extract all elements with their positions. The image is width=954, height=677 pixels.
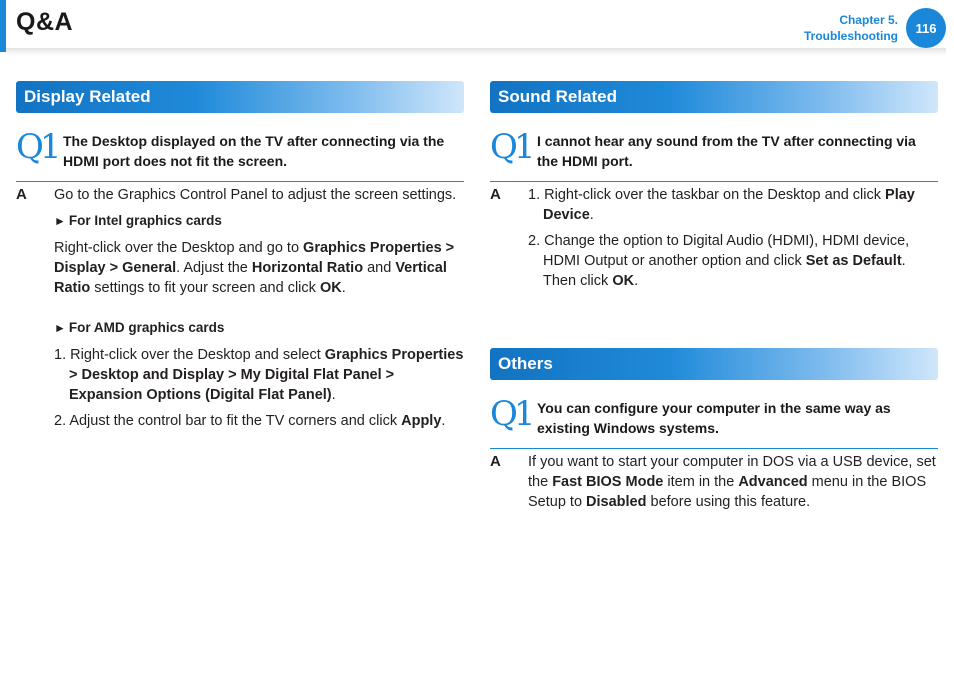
header-accent-bar xyxy=(0,0,6,52)
text-run: menu in the BIOS Setup to xyxy=(528,474,927,510)
text-run: and xyxy=(363,260,396,276)
amd-subheading xyxy=(54,318,464,338)
text-run: 2. Adjust the control bar to fit the TV corners and click xyxy=(54,413,402,429)
text-run: 1. Right-click over the Desktop and select xyxy=(54,347,325,363)
button-name: OK xyxy=(612,273,635,289)
text-run: . Then click xyxy=(543,253,906,289)
text-run: 2. Change the option to Digital Audio (HDMI), HDMI device, HDMI Output or another option and click xyxy=(528,233,910,269)
q1-icon: Q1 xyxy=(490,394,532,434)
section-header-others: Others xyxy=(490,348,938,380)
question-block xyxy=(16,127,464,182)
answer-intro: Go to the Graphics Control Panel to adjust the screen settings. xyxy=(54,187,457,203)
question-text: I cannot hear any sound from the TV after connecting via the HDMI port. xyxy=(537,133,916,169)
section-header-display: Display Related xyxy=(16,81,464,113)
q1-icon: Q1 xyxy=(490,127,532,167)
menu-item-name: Play Device xyxy=(543,187,915,223)
answer-block xyxy=(490,185,938,291)
text-run: . xyxy=(634,273,639,289)
text-run: Right-click over the Desktop and go to xyxy=(54,240,304,256)
intel-instructions xyxy=(54,238,464,298)
section-header-sound: Sound Related xyxy=(490,81,938,113)
text-run: . xyxy=(341,280,346,296)
chapter-title: Troubleshooting xyxy=(804,29,898,43)
text-run: If you want to start your computer in DOS via a USB device, set the xyxy=(528,454,936,490)
header-divider xyxy=(6,48,946,56)
q1-icon: Q1 xyxy=(16,127,58,167)
sound-step-1 xyxy=(528,185,938,225)
text-run: . xyxy=(441,413,446,429)
others-answer xyxy=(528,452,938,512)
amd-step-2 xyxy=(54,411,464,431)
answer-block xyxy=(490,452,938,512)
menu-path: Graphics Properties > Display > General xyxy=(54,240,455,276)
setting-name: Vertical Ratio xyxy=(54,260,447,296)
text-run: before using this feature. xyxy=(646,494,811,510)
question-block xyxy=(490,394,938,449)
display-related-column xyxy=(16,81,464,431)
answer-label: A xyxy=(490,453,501,470)
chapter-number: Chapter 5. xyxy=(839,13,898,27)
triangle-bullet-icon: ► xyxy=(54,214,66,228)
question-text: The Desktop displayed on the TV after connecting via the HDMI port does not fit the screen. xyxy=(63,133,445,169)
answer-block xyxy=(16,185,464,431)
amd-step-1 xyxy=(54,345,464,405)
answer-label: A xyxy=(16,186,27,203)
button-name: OK xyxy=(319,280,342,296)
text-run: settings to fit your screen and click xyxy=(90,280,320,296)
text-run: item in the xyxy=(663,474,739,490)
text-run: . xyxy=(331,387,336,403)
question-block xyxy=(490,127,938,182)
text-run: . xyxy=(589,207,594,223)
triangle-bullet-icon: ► xyxy=(54,321,66,335)
page-title: Q&A xyxy=(16,8,74,36)
sound-step-2 xyxy=(528,231,938,291)
chapter-label xyxy=(804,12,898,44)
question-text: You can configure your computer in the same way as existing Windows systems. xyxy=(537,400,891,436)
right-column xyxy=(490,81,938,512)
amd-subheading-label: For AMD graphics cards xyxy=(68,320,225,335)
answer-label: A xyxy=(490,186,501,203)
button-name: Set as Default xyxy=(805,253,902,269)
intel-subheading xyxy=(54,211,464,231)
menu-path: Graphics Properties > Desktop and Display > My Digital Flat Panel > Expansion Options (Digital Flat Panel) xyxy=(69,347,464,403)
setting-name: Horizontal Ratio xyxy=(251,260,364,276)
page-number-badge: 116 xyxy=(906,8,946,48)
setting-name: Fast BIOS Mode xyxy=(552,474,664,490)
text-run: 1. Right-click over the taskbar on the Desktop and click xyxy=(528,187,886,203)
button-name: Apply xyxy=(401,413,442,429)
menu-name: Advanced xyxy=(738,474,808,490)
text-run: . Adjust the xyxy=(176,260,252,276)
setting-value: Disabled xyxy=(586,494,647,510)
intel-subheading-label: For Intel graphics cards xyxy=(68,213,222,228)
